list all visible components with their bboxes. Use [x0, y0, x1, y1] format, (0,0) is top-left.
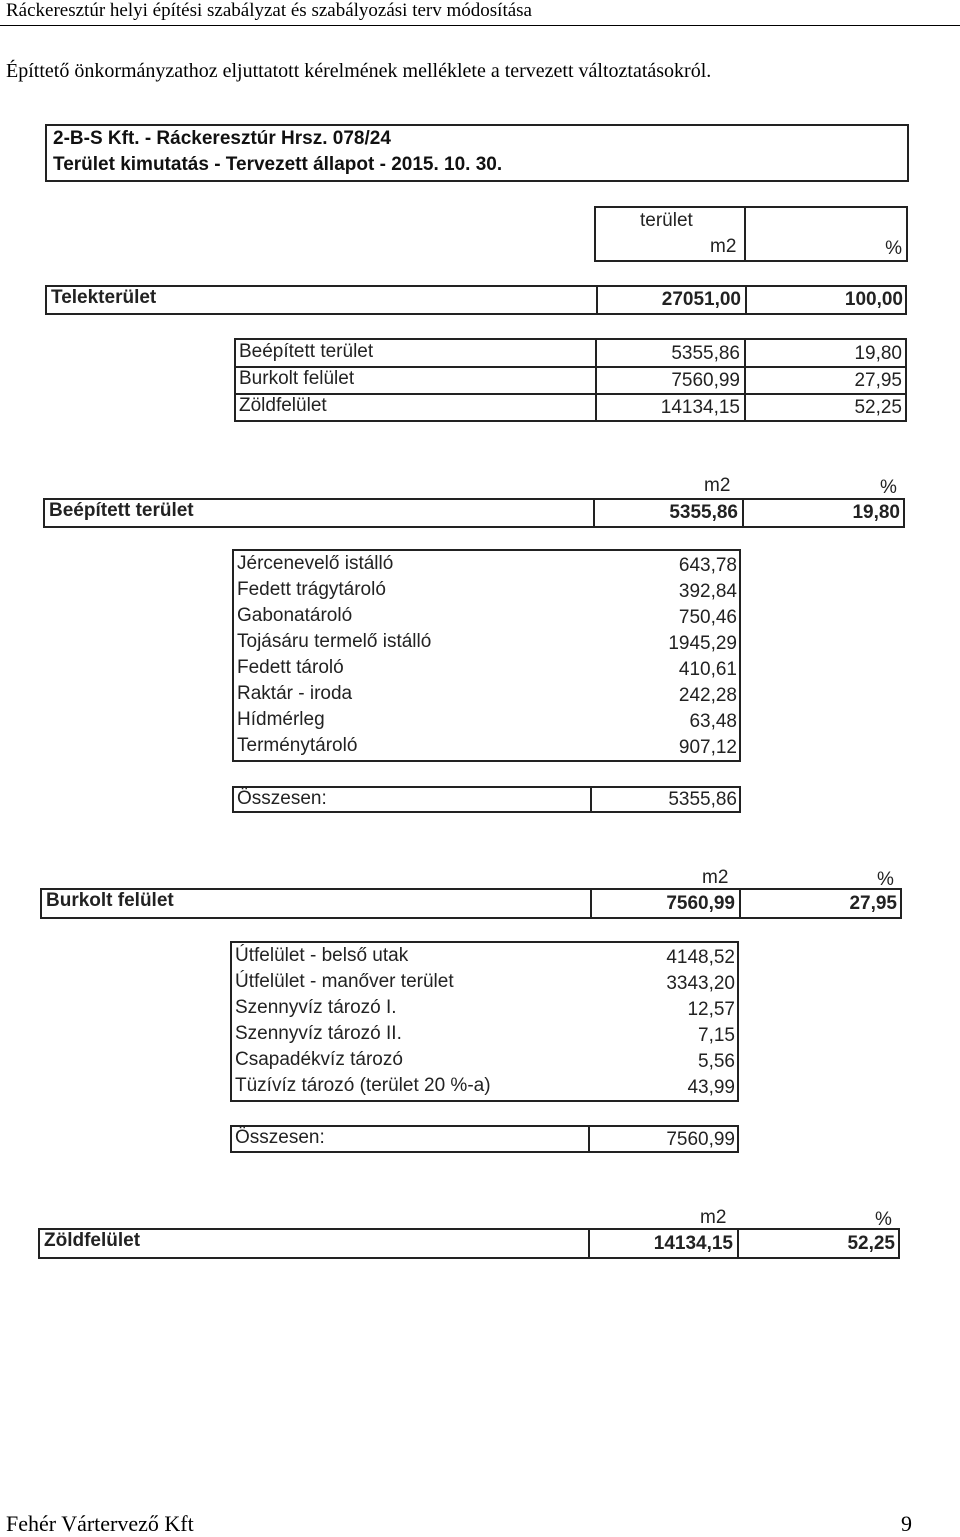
built-item-m2-6: 242,28	[678, 685, 737, 706]
unit-m2-label: m2	[710, 236, 737, 257]
paved-item-label-4: Szennyvíz tározó II.	[235, 1023, 402, 1044]
document-header-title: Ráckeresztúr helyi építési szabályzat és szabályozási terv módosítása	[6, 0, 532, 21]
unit-area-label: terület	[640, 210, 693, 231]
table-title-line2: Terület kimutatás - Tervezett állapot - 2015. 10. 30.	[53, 154, 503, 175]
built-item-m2-7: 63,48	[689, 711, 737, 732]
section-built-m2: 5355,86	[669, 502, 738, 523]
unit-percent-label: %	[885, 238, 902, 259]
built-item-label-2: Fedett trágytároló	[237, 579, 386, 600]
section-built-summary-row	[43, 498, 905, 528]
section-green-pct: 52,25	[847, 1233, 895, 1254]
section-paved-summary-row	[40, 888, 902, 919]
built-total-m2: 5355,86	[668, 789, 737, 810]
breakdown-pct-paved: 27,95	[854, 370, 902, 391]
built-item-m2-1: 643,78	[678, 555, 737, 576]
built-total-divider	[590, 788, 592, 811]
section-built-label: Beépített terület	[49, 500, 194, 521]
paved-item-label-2: Útfelület - manőver terület	[235, 971, 454, 992]
breakdown-divider-1	[595, 340, 597, 420]
units-header-divider	[744, 208, 746, 260]
breakdown-pct-green: 52,25	[854, 397, 902, 418]
section-green-summary-row	[38, 1228, 900, 1259]
section-built-unit-m2: m2	[704, 475, 731, 496]
section-built-pct: 19,80	[852, 502, 900, 523]
telek-divider-2	[745, 287, 747, 313]
built-item-label-7: Hídmérleg	[237, 709, 325, 730]
built-item-label-3: Gabonatároló	[237, 605, 353, 626]
breakdown-label-green: Zöldfelület	[239, 395, 327, 416]
built-item-label-5: Fedett tároló	[237, 657, 344, 678]
paved-item-m2-1: 4148,52	[666, 947, 735, 968]
breakdown-m2-built: 5355,86	[671, 343, 740, 364]
paved-item-label-3: Szennyvíz tározó I.	[235, 997, 397, 1018]
units-header-box	[594, 206, 908, 262]
breakdown-m2-paved: 7560,99	[671, 370, 740, 391]
section-paved-divider-1	[590, 890, 592, 917]
section-paved-total-row	[230, 1125, 739, 1153]
telek-m2: 27051,00	[661, 289, 741, 310]
table-title-box	[45, 124, 909, 182]
section-built-total-row	[232, 786, 741, 813]
section-green-label: Zöldfelület	[44, 1230, 141, 1251]
section-paved-divider-2	[739, 890, 741, 917]
telek-divider-1	[596, 287, 598, 313]
paved-total-label: Összesen:	[235, 1127, 325, 1148]
paved-item-m2-3: 12,57	[687, 999, 735, 1020]
section-green-divider-2	[737, 1230, 739, 1257]
section-green-divider-1	[588, 1230, 590, 1257]
section-built-divider-1	[593, 500, 595, 526]
breakdown-label-built: Beépített terület	[239, 341, 374, 362]
section-paved-m2: 7560,99	[666, 893, 735, 914]
paved-total-divider	[588, 1127, 590, 1151]
built-item-m2-8: 907,12	[678, 737, 737, 758]
paved-total-m2: 7560,99	[666, 1129, 735, 1150]
telek-row	[45, 285, 907, 315]
section-built-items-table	[232, 549, 741, 762]
built-item-label-6: Raktár - iroda	[237, 683, 353, 704]
paved-item-m2-4: 7,15	[698, 1025, 735, 1046]
breakdown-divider-2	[744, 340, 746, 420]
section-paved-unit-m2: m2	[702, 867, 729, 888]
breakdown-pct-built: 19,80	[854, 343, 902, 364]
built-total-label: Összesen:	[237, 788, 327, 809]
built-item-m2-5: 410,61	[678, 659, 737, 680]
paved-item-label-1: Útfelület - belső utak	[235, 945, 409, 966]
breakdown-row-rule-2	[236, 393, 905, 395]
built-item-m2-2: 392,84	[678, 581, 737, 602]
breakdown-m2-green: 14134,15	[660, 397, 740, 418]
section-built-unit-pct: %	[880, 477, 897, 498]
section-green-unit-m2: m2	[700, 1207, 727, 1228]
section-paved-label: Burkolt felület	[46, 890, 174, 911]
built-item-m2-3: 750,46	[678, 607, 737, 628]
paved-item-label-6: Tüzívíz tározó (terület 20 %-a)	[235, 1075, 491, 1096]
paved-item-m2-6: 43,99	[687, 1077, 735, 1098]
paved-item-label-5: Csapadékvíz tározó	[235, 1049, 403, 1070]
section-built-divider-2	[742, 500, 744, 526]
section-paved-unit-pct: %	[877, 869, 894, 890]
section-green-unit-pct: %	[875, 1209, 892, 1230]
table-title-line1: 2-B-S Kft. - Ráckeresztúr Hrsz. 078/24	[53, 128, 391, 149]
telek-pct: 100,00	[844, 289, 903, 310]
paved-item-m2-2: 3343,20	[666, 973, 735, 994]
built-item-label-4: Tojásáru termelő istálló	[237, 631, 432, 652]
breakdown-label-paved: Burkolt felület	[239, 368, 355, 389]
section-green-m2: 14134,15	[653, 1233, 733, 1254]
intro-text: Építtető önkormányzathoz eljuttatott kérelmének melléklete a tervezett változtatásokról.	[6, 60, 712, 82]
section-paved-items-table	[230, 941, 739, 1102]
breakdown-table	[234, 338, 907, 422]
footer-company: Fehér Vártervező Kft	[6, 1511, 194, 1536]
paved-item-m2-5: 5,56	[698, 1051, 735, 1072]
header-divider	[0, 25, 960, 26]
built-item-m2-4: 1945,29	[668, 633, 737, 654]
built-item-label-8: Terménytároló	[237, 735, 358, 756]
section-paved-pct: 27,95	[849, 893, 897, 914]
built-item-label-1: Jércenevelő istálló	[237, 553, 394, 574]
page-number: 9	[901, 1511, 912, 1536]
telek-label: Telekterület	[51, 287, 157, 308]
